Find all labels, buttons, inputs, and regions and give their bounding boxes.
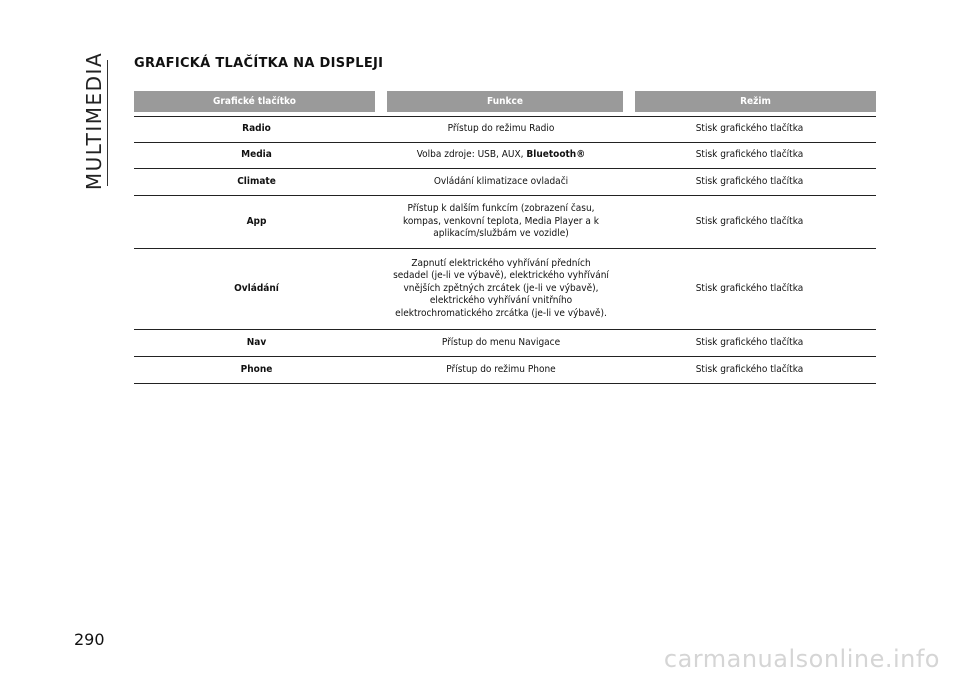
- chapter-label-text: MULTIMEDIA: [82, 51, 106, 191]
- row-mode: Stisk grafického tlačítka: [695, 363, 804, 375]
- header-function: Funkce: [387, 91, 623, 112]
- row-button-name: Nav: [246, 336, 267, 348]
- row-function-line: sedadel (je-li ve výbavě), elektrického vyhřívání: [393, 270, 609, 282]
- row-button-name: Media: [241, 149, 272, 161]
- row-mode: Stisk grafického tlačítka: [695, 336, 804, 348]
- row-function: [379, 258, 623, 321]
- row-function-line: Ovládání klimatizace ovladači: [433, 175, 569, 187]
- row-function-line: Zapnutí elektrického vyhřívání předních: [411, 257, 591, 269]
- row-mode: Stisk grafického tlačítka: [695, 123, 804, 135]
- section-title: GRAFICKÁ TLAČÍTKA NA DISPLEJI: [134, 56, 384, 71]
- row-function: [379, 364, 623, 377]
- row-function-line: Přístup do režimu Radio: [447, 123, 555, 135]
- row-function-line: aplikacím/službám ve vozidle): [433, 228, 569, 240]
- table-row: [134, 117, 876, 143]
- row-function-line: Přístup do menu Navigace: [441, 336, 561, 348]
- table-header: [134, 91, 876, 112]
- row-mode: Stisk grafického tlačítka: [695, 175, 804, 187]
- row-function-line: Přístup do režimu Phone: [446, 363, 556, 375]
- table-row: [134, 249, 876, 330]
- chapter-label: [74, 52, 114, 190]
- row-mode: Stisk grafického tlačítka: [695, 215, 804, 227]
- table-row: [134, 196, 876, 249]
- row-mode: Stisk grafického tlačítka: [695, 149, 804, 161]
- row-function-text: Volba zdroje: USB, AUX,: [416, 149, 527, 161]
- row-function: [379, 123, 623, 136]
- row-button-name: Radio: [242, 123, 271, 135]
- row-mode: Stisk grafického tlačítka: [695, 282, 804, 294]
- watermark: carmanualsonline.info: [663, 645, 940, 673]
- row-function-line: elektrochromatického zrcátka (je-li ve výbavě).: [395, 307, 607, 319]
- table-row: [134, 330, 876, 357]
- row-function-line: vnějších zpětných zrcátek (je-li ve výbavě),: [403, 282, 599, 294]
- bluetooth-label: Bluetooth®: [526, 149, 586, 161]
- row-button-name: Climate: [237, 175, 276, 187]
- chapter-divider: [107, 60, 108, 186]
- row-button-name: Ovládání: [234, 282, 279, 294]
- row-button-name: App: [246, 215, 267, 227]
- row-function-line: kompas, venkovní teplota, Media Player a k: [403, 215, 599, 227]
- header-graphic-button: Grafické tlačítko: [134, 91, 375, 112]
- row-function: [379, 203, 623, 241]
- row-function-line: Přístup k dalším funkcím (zobrazení času,: [407, 203, 595, 215]
- row-function: [379, 149, 623, 162]
- header-mode: Režim: [635, 91, 876, 112]
- buttons-table: [134, 91, 876, 384]
- page-number: 290: [74, 630, 105, 649]
- row-function: [379, 337, 623, 350]
- row-function-line: elektrického vyhřívání vnitřního: [429, 295, 573, 307]
- row-button-name: Phone: [240, 363, 273, 375]
- table-row: [134, 143, 876, 169]
- table-row: [134, 169, 876, 196]
- row-function: [379, 176, 623, 189]
- table-row: [134, 357, 876, 384]
